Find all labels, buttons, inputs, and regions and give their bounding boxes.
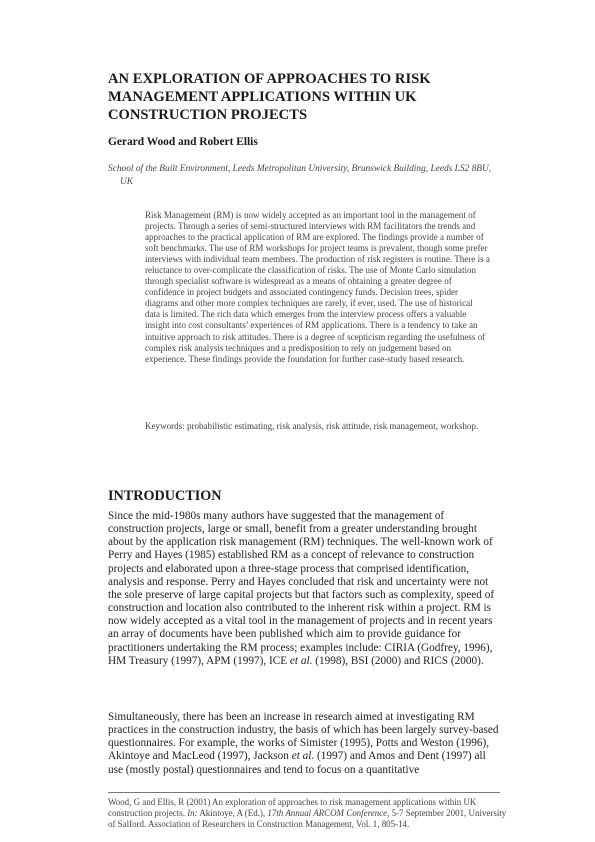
footer-citation-a: Wood, G and Ellis, R (2001) An exploration of approaches to risk management applications within UK construction projects. — [108, 797, 477, 818]
affiliation-line-1: School of the Built Environment, Leeds Metropolitan University, Brunswick Building, Leeds LS2 8BU, — [108, 164, 492, 174]
affiliation-line-2: UK — [120, 176, 134, 187]
footer-citation-c: , 5-7 September 2001, University of Salford. Association of Researchers in Construction Management, Vol. 1, 805-14. — [108, 807, 507, 829]
intro-paragraph-1 — [108, 510, 500, 668]
keywords: Keywords: probabilistic estimating, risk analysis, risk attitude, risk management, workshop. — [145, 421, 479, 431]
intro-p2-text-b: (1997) and Amos and Dent (1997) all use (mostly postal) questionnaires and tend to focus on a quantitative — [108, 750, 486, 776]
intro-p2-etal: et al. — [291, 750, 315, 763]
footer-divider — [108, 792, 500, 793]
footer-citation-b: Akintoye, A (Ed.), — [197, 807, 268, 818]
intro-p1-end: (1998), BSI (2000) and RICS (2000). — [312, 654, 484, 667]
citation-footer — [108, 797, 513, 830]
footer-in: In: — [187, 807, 198, 818]
abstract: Risk Management (RM) is now widely accepted as an important tool in the management of projects. Through a series of semi-structured interviews with RM facilitators the trends and approaches to the practical application of RM are explored. The findings provide a number of soft benchmarks. The use of RM workshops for project teams is prevalent, though some prefer interviews with individual team members. The production of risk registers is routine. There is a reluctance to over-complicate the classification of risks. The use of Monte Carlo simulation through specialist software is widespread as a means of obtaining a greater degree of confidence in project budgets and associated contingency funds. Decision trees, spider diagrams and other more complex techniques are rarely, if ever, used. The use of historical data is limited. The rich data which emerges from the interview process offers a valuable insight into cost consultants’ experiences of RM applications. There is a tendency to take an intuitive approach to risk attitudes. There is a degree of scepticism regarding the usefulness of complex risk analysis techniques and a predisposition to rely on judgement based on experience. These findings provide the foundation for further case-study based research. — [145, 210, 490, 364]
footer-conference: 17th Annual ARCOM Conference — [267, 807, 388, 818]
intro-p1-text: Since the mid-1980s many authors have suggested that the management of construction projects, large or small, benefit from a greater understanding brought about by the application risk management (RM) techniques. The well-known work of Perry and Hayes (1985) established RM as a concept of relevance to construction projects and elaborated upon a three-stage process that comprised identification, analysis and response. Perry and Hayes concluded that risk and uncertainty were not the sole preserve of large capital projects but that factors such as complexity, speed of construction and location also contributed to the inherent risk within a project. RM is now widely accepted as a vital tool in the management of projects and in recent years an array of documents have been published which aim to provide guidance for practitioners undertaking the RM process; examples include: CIRIA (Godfrey, 1996), HM Treasury (1997), APM (1997), ICE — [108, 510, 495, 667]
section-heading-introduction: INTRODUCTION — [108, 488, 222, 504]
author-affiliation — [108, 163, 498, 188]
paper-authors: Gerard Wood and Robert Ellis — [108, 136, 258, 148]
intro-paragraph-2 — [108, 711, 500, 777]
intro-p1-etal: et al. — [289, 654, 313, 667]
paper-title: AN EXPLORATION OF APPROACHES TO RISK MANAGEMENT APPLICATIONS WITHIN UK CONSTRUCTION PROJECTS — [108, 71, 431, 123]
intro-p2-text-a: Simultaneously, there has been an increase in research aimed at investigating RM practices in the construction industry, the basis of which has been largely survey-based questionnaires. For example, the works of Simister (1995), Potts and Weston (1996), Akintoye and MacLeod (1997), Jackson — [108, 711, 499, 763]
